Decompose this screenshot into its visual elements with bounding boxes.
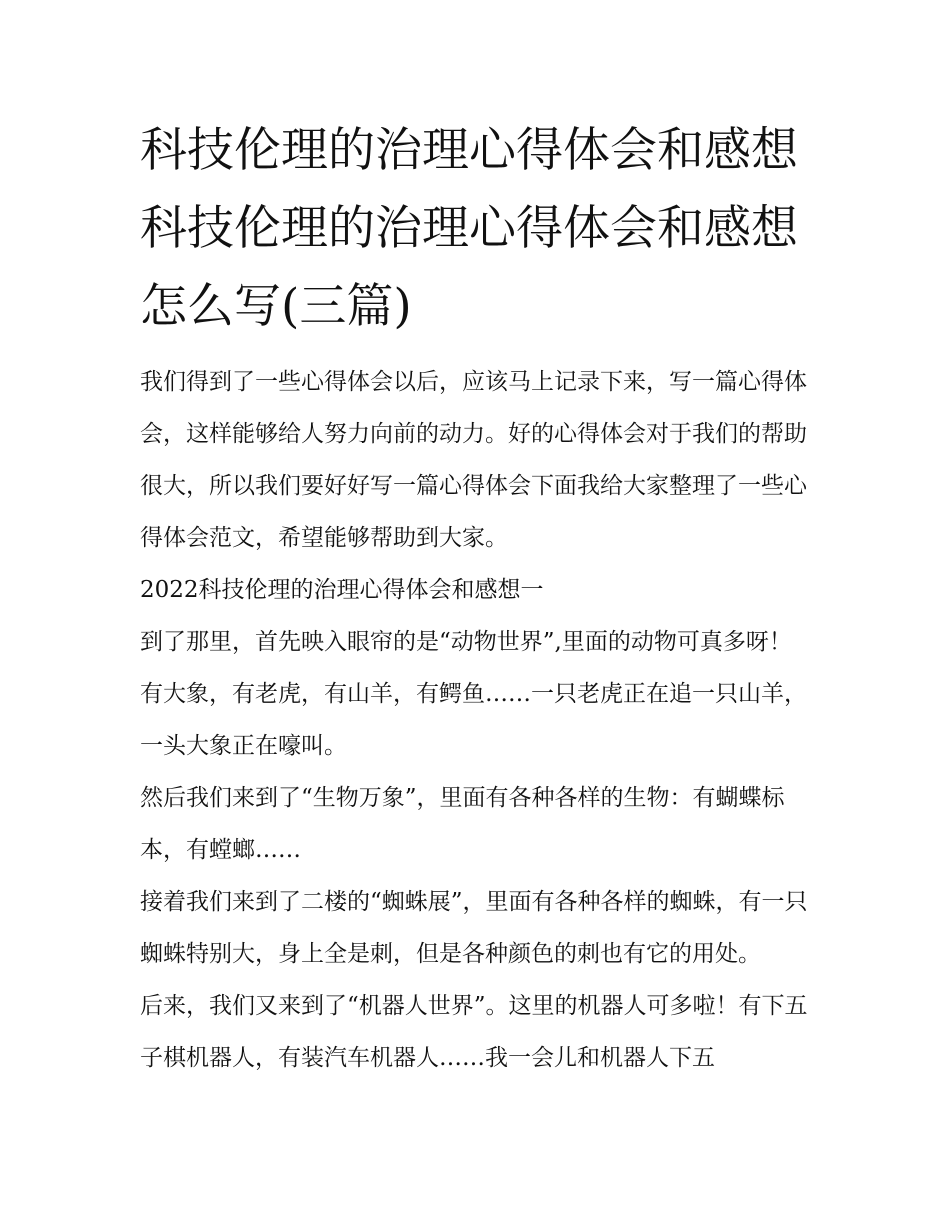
document-title: 科技伦理的治理心得体会和感想 科技伦理的治理心得体会和感想怎么写(三篇) <box>140 123 798 334</box>
body-paragraph: 后来，我们又来到了“机器人世界”。这里的机器人可多啦！有下五子棋机器人，有装汽车机器人……我一会儿和机器人下五 <box>140 993 808 1071</box>
body-paragraph: 接着我们来到了二楼的“蜘蛛展”，里面有各种各样的蜘蛛，有一只蜘蛛特别大，身上全是刺，但是各种颜色的刺也有它的用处。 <box>140 889 808 967</box>
body-paragraph: 然后我们来到了“生物万象”，里面有各种各样的生物：有蝴蝶标本，有螳螂…… <box>140 785 785 863</box>
body-paragraph: 到了那里，首先映入眼帘的是“动物世界”,里面的动物可真多呀！有大象，有老虎，有山羊，有鳄鱼……一只老虎正在追一只山羊，一头大象正在嚎叫。 <box>140 629 807 759</box>
document-body <box>140 112 812 1084</box>
intro-paragraph: 我们得到了一些心得体会以后，应该马上记录下来，写一篇心得体会，这样能够给人努力向前的动力。好的心得体会对于我们的帮助很大，所以我们要好好写一篇心得体会下面我给大家整理了一些心得体会范文，希望能够帮助到大家。 <box>140 369 807 551</box>
section-heading: 2022科技伦理的治理心得体会和感想一 <box>140 577 544 603</box>
